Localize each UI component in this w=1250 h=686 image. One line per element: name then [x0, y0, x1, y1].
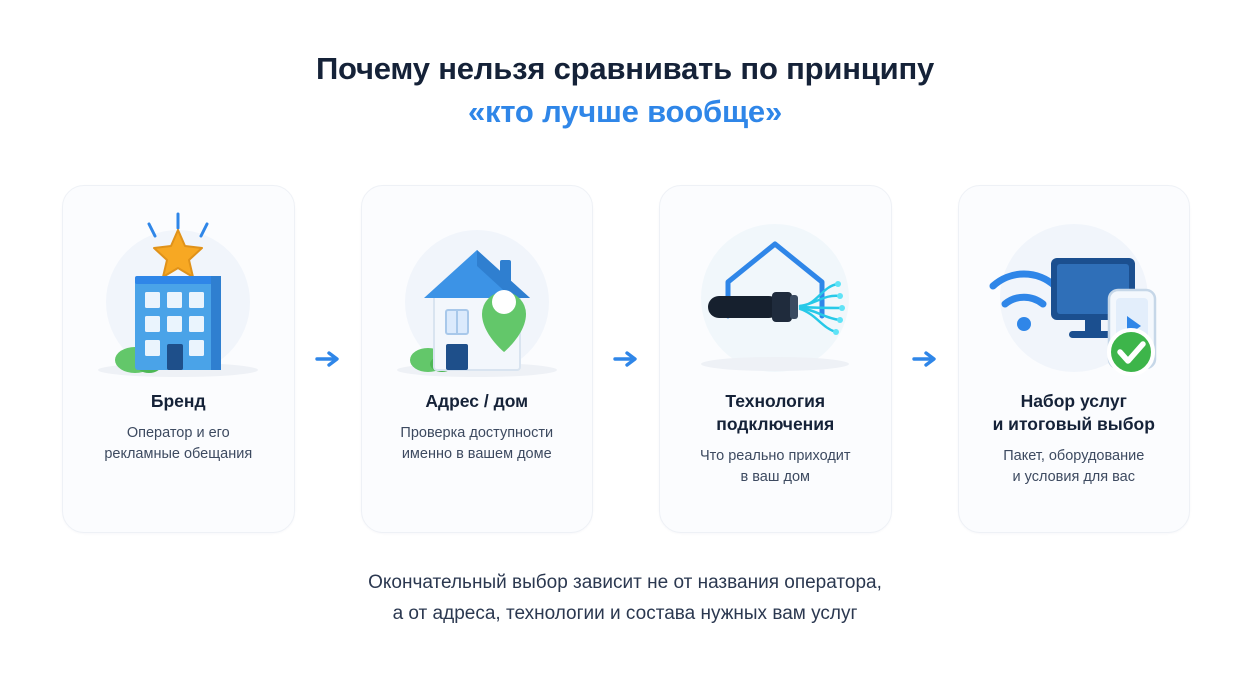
card-description-line: рекламные обещания: [104, 445, 253, 462]
step-card-services: [958, 185, 1191, 533]
card-title-line: и итоговый выбор: [992, 414, 1155, 435]
card-description-line: именно в вашем доме: [401, 445, 552, 462]
page-title: [0, 50, 1250, 132]
card-title: [702, 390, 848, 436]
office-building-star-icon: [63, 198, 293, 388]
step-card-brand: [62, 185, 295, 533]
card-description: [985, 446, 1162, 487]
card-title-line: Технология: [725, 391, 826, 411]
card-description: [382, 423, 571, 464]
house-location-pin-icon: [362, 198, 592, 388]
card-description-line: Что реально приходит: [699, 448, 851, 465]
card-description-line: Проверка доступности: [400, 425, 554, 442]
card-description-line: и условия для вас: [1012, 468, 1135, 485]
arrow-right-icon: [613, 185, 639, 533]
card-description: [682, 446, 869, 487]
card-description-line: Оператор и его: [126, 425, 230, 442]
footer-note: [0, 568, 1250, 630]
card-description-line: в ваш дом: [740, 468, 810, 485]
card-title-line: Набор услуг: [1020, 391, 1127, 411]
footer-line-2: а от адреса, технологии и состава нужных вам услуг: [392, 602, 858, 624]
title-line-1: Почему нельзя сравнивать по принципу: [315, 51, 935, 86]
steps-row: [62, 185, 1190, 533]
title-line-2: «кто лучше вообще»: [468, 93, 782, 129]
card-title-line: подключения: [716, 414, 835, 435]
card-description: [86, 423, 270, 464]
devices-wifi-check-icon: [959, 198, 1189, 388]
fiber-optic-cable-icon: [660, 198, 890, 388]
step-card-technology: [659, 185, 892, 533]
card-description-line: Пакет, оборудование: [1003, 448, 1145, 465]
arrow-right-icon: [315, 185, 341, 533]
arrow-right-icon: [912, 185, 938, 533]
footer-line-1: Окончательный выбор зависит не от названия оператора,: [368, 572, 882, 593]
card-title: Адрес / дом: [425, 391, 529, 411]
card-title: [979, 390, 1169, 436]
card-title: Бренд: [150, 391, 206, 411]
step-card-address: [361, 185, 594, 533]
